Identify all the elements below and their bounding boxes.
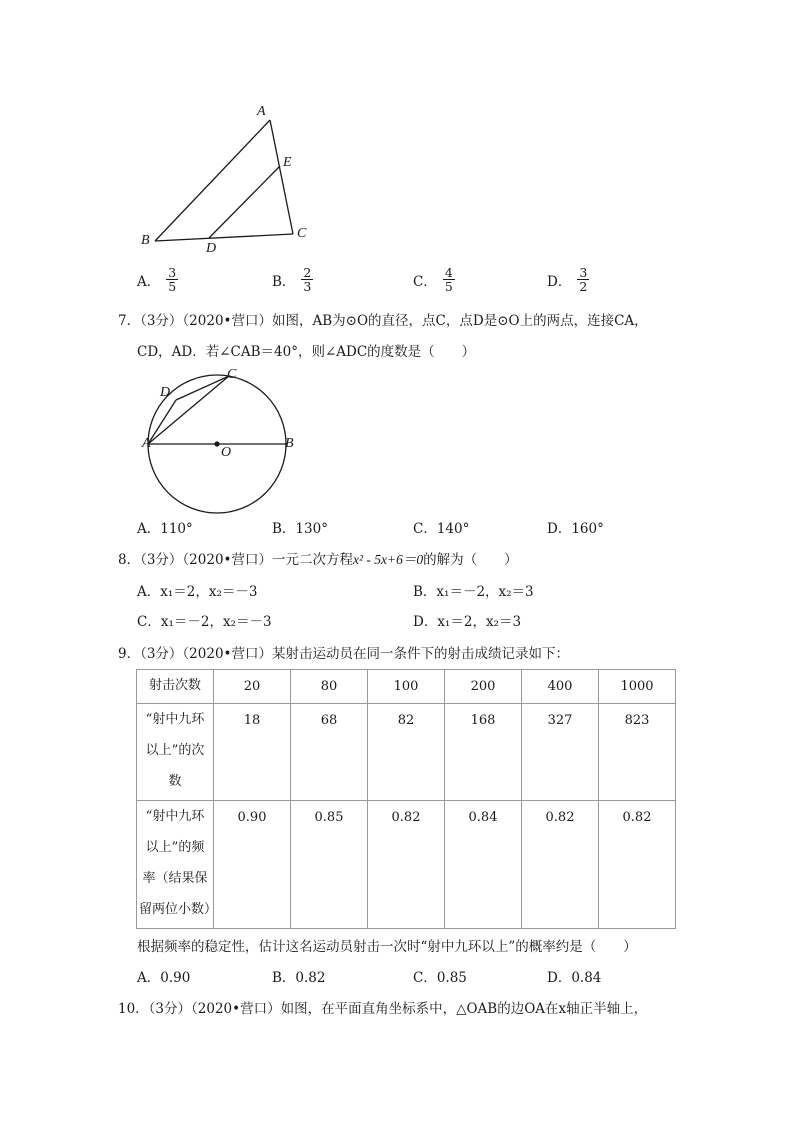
q8-option-d[interactable]: D．x₁＝2，x₂＝3 [413,614,522,630]
table-row [137,670,676,704]
label-a: A [142,436,151,451]
table-cell: 68 [291,704,368,801]
q6-option-a[interactable]: A． $\frac{3}{5}$ [137,265,177,294]
table-cell: 0.85 [291,801,368,929]
table-row [137,704,676,801]
segment-ac [270,120,293,234]
q9-option-b[interactable]: B．0.82 [272,970,326,986]
table-cell: 823 [599,704,676,801]
fraction: $\frac{4}{5}$ [444,265,453,294]
center-point [214,441,219,446]
fraction: $\frac{3}{5}$ [168,265,177,294]
label-b: B [141,233,150,248]
table-cell: 100 [368,670,445,704]
segment-bc [155,234,293,241]
label-c: C [297,226,307,241]
table-cell: 0.84 [445,801,522,929]
shooting-record-table [136,669,676,929]
q9-option-a[interactable]: A．0.90 [137,970,191,986]
label-a: A [257,104,266,119]
table-header-cell: “射中九环 以上”的次 数 [137,704,214,801]
table-header-cell: “射中九环 以上”的频 率（结果保 留两位小数） [137,801,214,929]
q9-question: 根据频率的稳定性，估计这名运动员射击一次时“射中九环以上”的概率约是（ ） [137,939,637,955]
table-cell: 327 [522,704,599,801]
table-cell: 0.82 [522,801,599,929]
label-b: B [285,436,294,451]
table-row [137,801,676,929]
table-cell: 20 [214,670,291,704]
table-cell: 0.82 [368,801,445,929]
q6-option-c[interactable]: C． $\frac{4}{5}$ [413,265,453,294]
q8-stem: 8．（3分）（2020•营口）一元二次方程x² - 5x+6＝0的解为（ ） [118,552,518,568]
table-cell: 18 [214,704,291,801]
q7-stem-line2: CD，AD．若∠CAB＝40°，则∠ADC的度数是（ ） [137,344,476,360]
q9-option-d[interactable]: D．0.84 [547,970,602,986]
q8-option-c[interactable]: C．x₁＝－2，x₂＝－3 [137,614,272,630]
table-cell: 80 [291,670,368,704]
table-cell: 168 [445,704,522,801]
table-cell: 82 [368,704,445,801]
label-d: D [160,385,171,400]
q7-option-a[interactable]: A．110° [137,521,193,537]
fraction: $\frac{3}{2}$ [579,265,588,294]
label-e: E [283,155,292,170]
q8-option-a[interactable]: A．x₁＝2，x₂＝－3 [137,584,258,600]
label-o: O [221,445,232,460]
q8-option-b[interactable]: B．x₁＝－2，x₂＝3 [413,584,534,600]
table-cell: 400 [522,670,599,704]
q10-stem: 10．（3分）（2020•营口）如图，在平面直角坐标系中，△OAB的边OA在x轴正半轴上， [118,1001,648,1017]
q7-option-c[interactable]: C．140° [413,521,470,537]
q7-option-d[interactable]: D．160° [547,521,604,537]
table-cell: 1000 [599,670,676,704]
table-cell: 200 [445,670,522,704]
segment-de [209,166,280,238]
q9-stem: 9．（3分）（2020•营口）某射击运动员在同一条件下的射击成绩记录如下： [118,646,569,662]
q9-option-c[interactable]: C．0.85 [413,970,467,986]
equation: x² - 5x+6＝0 [353,552,424,567]
label-d: D [206,241,217,256]
chord-cd [176,376,229,400]
label-c: C [227,367,237,382]
q6-option-d[interactable]: D． $\frac{3}{2}$ [547,265,588,294]
q7-stem-line1: 7．（3分）（2020•营口）如图，AB为⊙O的直径，点C，点D是⊙O上的两点，连接CA， [118,313,648,329]
fraction: $\frac{2}{3}$ [303,265,312,294]
table-cell: 0.90 [214,801,291,929]
table-header-cell: 射击次数 [137,670,214,704]
q7-option-b[interactable]: B．130° [272,521,328,537]
segment-ab [155,120,270,241]
q6-option-b[interactable]: B． $\frac{2}{3}$ [272,265,312,294]
table-cell: 0.82 [599,801,676,929]
